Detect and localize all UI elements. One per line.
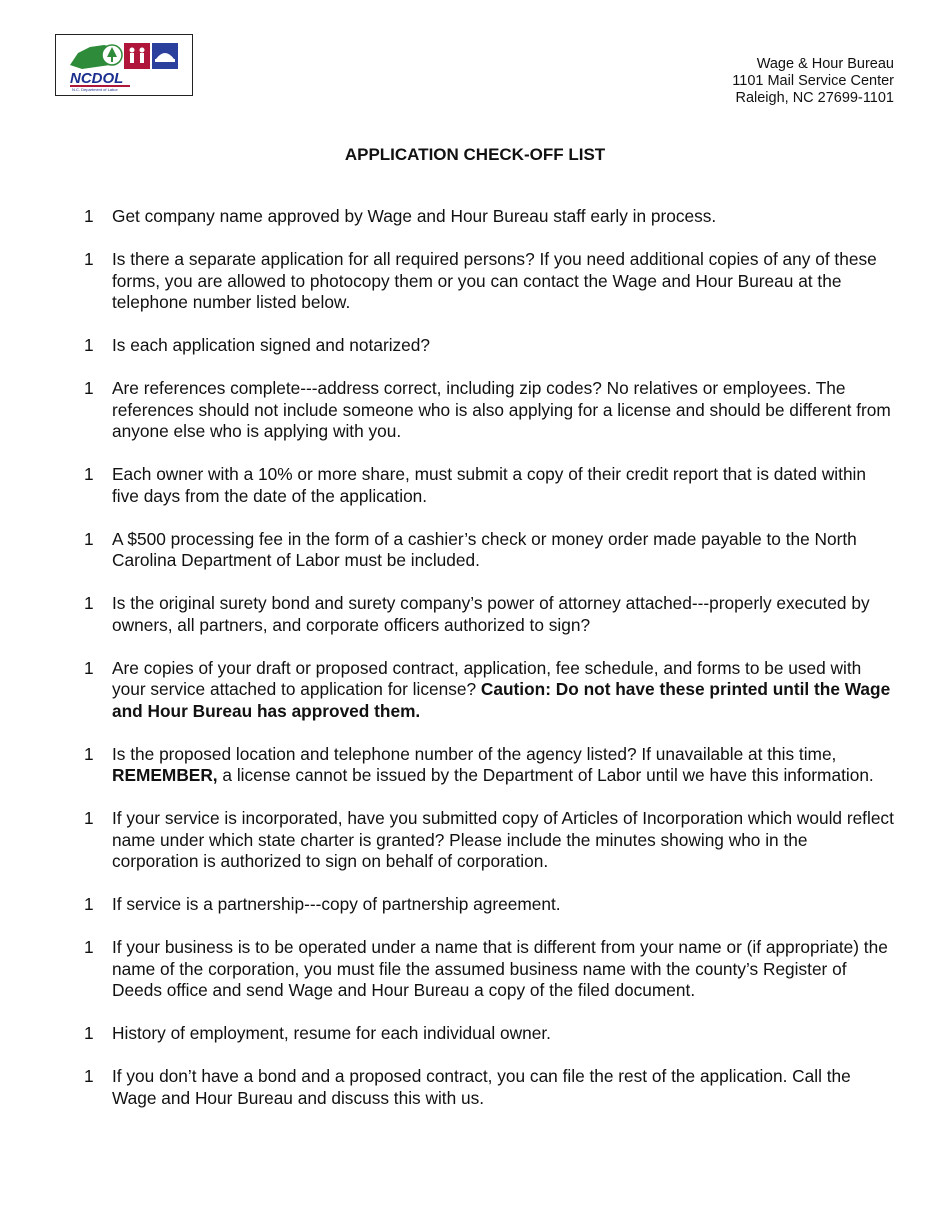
item-bullet: 1 [84,657,94,678]
checklist-item [84,1066,896,1109]
item-bullet: 1 [84,593,94,613]
item-bullet: 1 [84,249,94,269]
item-text: Is each application signed and notarized? [112,335,431,355]
ncdol-logo-icon [56,35,191,94]
item-bullet: 1 [84,335,94,355]
checklist-item [84,206,896,228]
item-text: Are copies of your draft or proposed contract, application, fee schedule, and forms to be used with your service attached to application for license? Caution: Do not have these printed until the Wage and Hour Bureau has approved them. [112,657,891,721]
svg-text:NCDOL: NCDOL [70,70,124,87]
remember-note: REMEMBER, [112,765,218,785]
address-line-2: 1101 Mail Service Center [732,73,894,89]
checklist-item [84,529,896,572]
svg-text:N.C. Department of Labor: N.C. Department of Labor [72,87,118,92]
item-bullet: 1 [84,528,94,549]
item-text: Each owner with a 10% or more share, must submit a copy of their credit report that is dated within five days from the date of the application. [112,464,867,506]
item-bullet: 1 [84,378,94,398]
checklist-item [84,464,896,507]
checklist-item [84,1023,896,1045]
item-text: Get company name approved by Wage and Hour Bureau staff early in process. [112,206,717,226]
item-bullet: 1 [84,743,94,764]
item-text: Is the original surety bond and surety company’s power of attorney attached---properly executed by owners, all partners, and corporate officers authorized to sign? [112,593,870,635]
item-text: If your service is incorporated, have you submitted copy of Articles of Incorporation which would reflect name under which state charter is granted? Please include the minutes showing who in the corporation is authorized to sign on behalf of corporation. [112,808,894,871]
item-bullet: 1 [84,464,94,484]
page-title: APPLICATION CHECK-OFF LIST [344,145,606,164]
checklist-item [84,658,896,723]
checklist-item [84,335,896,357]
item-bullet: 1 [84,1066,94,1086]
checklist-item [84,593,896,636]
item-text: A $500 processing fee in the form of a cashier’s check or money order made payable to the North Carolina Department of Labor must be included. [112,528,857,570]
item-bullet: 1 [84,1023,94,1043]
item-text: Are references complete---address correct, including zip codes? No relatives or employees. The references should not include someone who is also applying for a license and should be different from anyone else who is applying with you. [112,378,891,441]
item-text: History of employment, resume for each individual owner. [112,1023,551,1043]
checklist-item [84,744,896,787]
checklist [84,206,896,1131]
checklist-item [84,894,896,916]
item-text: If you don’t have a bond and a proposed contract, you can file the rest of the application. Call the Wage and Hour Bureau and discuss this with us. [112,1066,851,1108]
checklist-item [84,808,896,873]
mailing-address [732,56,894,107]
item-bullet: 1 [84,808,94,828]
item-text: If service is a partnership---copy of partnership agreement. [112,894,561,914]
address-line-1: Wage & Hour Bureau [756,56,894,72]
item-bullet: 1 [84,937,94,957]
item-text: Is the proposed location and telephone number of the agency listed? If unavailable at this time, REMEMBER, a license cannot be issued by the Department of Labor until we have this information. [112,743,874,785]
item-bullet: 1 [84,894,94,914]
item-bullet: 1 [84,206,94,226]
checklist-item [84,249,896,314]
item-text: Is there a separate application for all required persons? If you need additional copies of any of these forms, you are allowed to photocopy them or you can contact the Wage and Hour Bureau at the telephone number listed below. [112,249,877,312]
item-text: If your business is to be operated under a name that is different from your name or (if appropriate) the name of the corporation, you must file the assumed business name with the county’s Register of Deeds office and send Wage and Hour Bureau a copy of the filed document. [112,937,888,1000]
address-line-3: Raleigh, NC 27699-1101 [735,90,894,106]
caution-note: Caution: Do not have these printed until the Wage and Hour Bureau has approved them. [112,679,891,721]
checklist-item [84,937,896,1002]
checklist-item [84,378,896,443]
ncdol-logo [55,34,193,96]
